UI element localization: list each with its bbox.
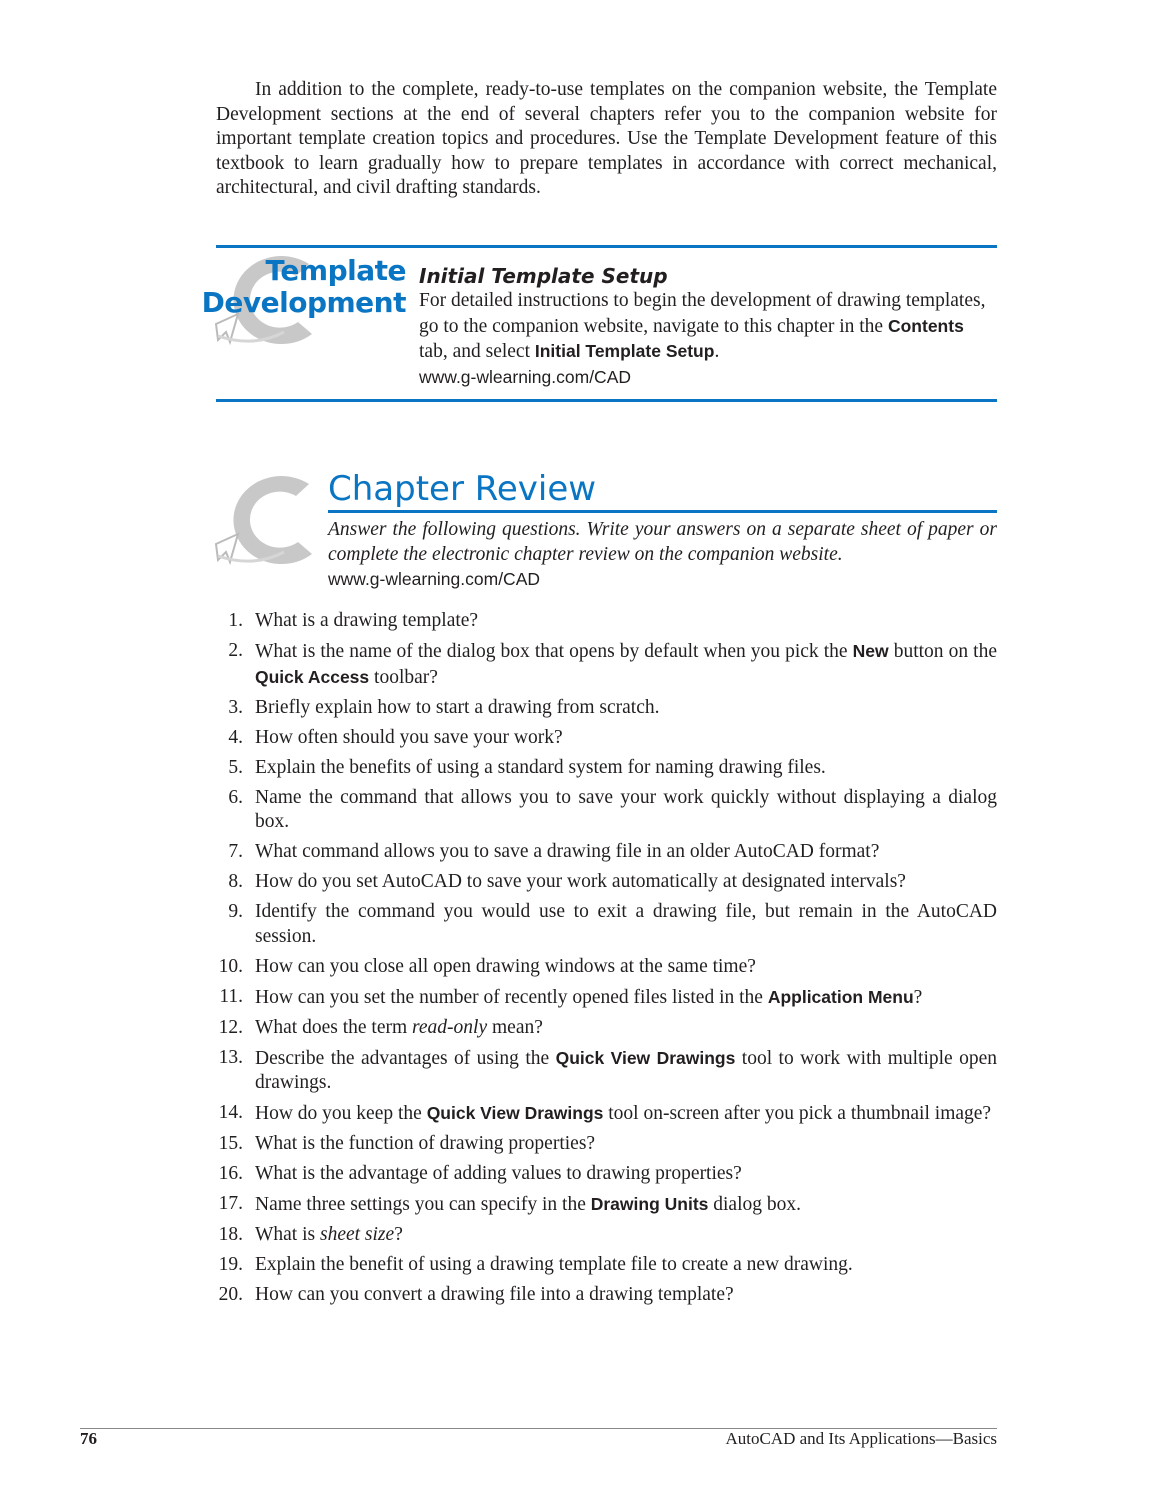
- review-question: [216, 1283, 997, 1308]
- question-number: 1.: [228, 610, 243, 631]
- review-question: [216, 1132, 997, 1157]
- review-question: [216, 786, 997, 835]
- text-segment: Name three settings you can specify in the: [255, 1194, 591, 1215]
- text-segment: What command allows you to save a drawing file in an older AutoCAD format?: [255, 841, 880, 862]
- chapter-review-rule: [328, 510, 997, 513]
- logo-word-template: Template: [265, 254, 406, 287]
- text-segment: tool on-screen after you pick a thumbnail image?: [603, 1103, 992, 1124]
- template-setup-title: Initial Template Setup: [419, 264, 668, 288]
- text-segment: ?: [913, 986, 923, 1008]
- text-segment: Describe the advantages of using the: [255, 1047, 556, 1069]
- question-text: [255, 841, 879, 862]
- question-text: [255, 956, 756, 977]
- text-segment: How often should you save your work?: [255, 726, 563, 748]
- intro-paragraph: In addition to the complete, ready-to-use templates on the companion website, the Template Development sections at the end of several chapters refer you to the companion website for important template creation topics and procedures. Use the Template Development feature of this textbook to learn gradually how to prepare templates in accordance with correct mechanical, architectural, and civil drafting standards.: [216, 79, 997, 198]
- review-question: [216, 1046, 997, 1096]
- review-questions-list: [216, 609, 997, 1313]
- text-segment: What is: [255, 1224, 320, 1245]
- question-text: [255, 641, 997, 688]
- text-segment: dialog box.: [708, 1194, 802, 1215]
- review-question: [216, 609, 997, 634]
- text-segment: tab, and select: [419, 341, 535, 362]
- question-text: [255, 1284, 734, 1305]
- companion-url-link[interactable]: www.g-wlearning.com/CAD: [419, 366, 632, 387]
- review-question: [216, 1016, 997, 1041]
- review-question: [216, 955, 997, 980]
- bold-term: Quick Access: [255, 666, 370, 687]
- question-text: [255, 727, 563, 748]
- question-number: 13.: [218, 1046, 243, 1068]
- question-text: [255, 1103, 991, 1124]
- question-text: [255, 1048, 997, 1094]
- template-development-logo: [201, 252, 410, 348]
- text-segment: How do you keep the: [255, 1103, 427, 1124]
- question-text: [255, 697, 660, 718]
- text-segment: .: [714, 341, 720, 362]
- question-number: 11.: [219, 985, 243, 1007]
- question-text: [255, 1194, 801, 1215]
- review-question: [216, 900, 997, 949]
- text-segment: mean?: [487, 1016, 543, 1038]
- text-segment: What does the term: [255, 1016, 413, 1038]
- review-question: [216, 696, 997, 721]
- question-text: [255, 610, 478, 631]
- bold-term: Quick View Drawings: [555, 1047, 736, 1068]
- review-question: [216, 1162, 997, 1187]
- review-question: [216, 840, 997, 865]
- text-segment: toolbar?: [369, 666, 438, 688]
- question-number: 17.: [218, 1193, 243, 1214]
- question-number: 9.: [228, 901, 243, 922]
- review-question: [216, 639, 997, 690]
- text-segment: What is a drawing template?: [255, 610, 479, 631]
- italic-term: sheet size: [319, 1224, 395, 1245]
- question-number: 3.: [228, 696, 243, 718]
- question-number: 10.: [218, 955, 243, 977]
- question-number: 2.: [228, 640, 243, 661]
- review-question: [216, 985, 997, 1011]
- question-number: 19.: [218, 1254, 243, 1275]
- bold-term: Drawing Units: [590, 1194, 709, 1214]
- text-segment: How can you convert a drawing file into a drawing template?: [255, 1284, 734, 1305]
- question-number: 18.: [218, 1224, 243, 1245]
- logo-word-development: Development: [201, 286, 406, 319]
- section-divider-top: [216, 245, 997, 248]
- question-text: [255, 987, 922, 1008]
- text-segment: For detailed instructions to begin the development of drawing templates, go to the companion website, navigate to this chapter in the: [419, 290, 986, 337]
- text-segment: ?: [394, 1224, 403, 1245]
- bold-term: New: [852, 641, 889, 661]
- chapter-review-intro: [328, 518, 997, 592]
- question-text: [255, 757, 826, 778]
- text-segment: What is the name of the dialog box that opens by default when you pick the: [255, 641, 853, 662]
- text-segment: Briefly explain how to start a drawing from scratch.: [255, 696, 660, 718]
- question-number: 14.: [218, 1102, 243, 1123]
- question-number: 7.: [228, 841, 243, 862]
- question-text: [255, 1163, 742, 1184]
- question-number: 12.: [218, 1016, 243, 1038]
- review-question: [216, 1253, 997, 1278]
- bold-term: Application Menu: [767, 986, 914, 1007]
- bold-term: Contents: [887, 315, 964, 336]
- chapter-review-instructions: Answer the following questions. Write your answers on a separate sheet of paper or complete the electronic chapter review on the companion website.: [328, 519, 997, 565]
- chapter-review-title: Chapter Review: [328, 469, 597, 509]
- text-segment: How do you set AutoCAD to save your work automatically at designated intervals?: [255, 871, 906, 892]
- text-segment: How can you set the number of recently opened files listed in the: [255, 986, 768, 1008]
- book-title: AutoCAD and Its Applications—Basics: [725, 1429, 997, 1448]
- companion-url-link[interactable]: www.g-wlearning.com/CAD: [328, 569, 541, 589]
- bold-term: Quick View Drawings: [426, 1103, 604, 1123]
- question-text: [255, 1017, 543, 1038]
- question-text: [255, 787, 997, 833]
- italic-term: read-only: [412, 1016, 488, 1038]
- text-segment: button on the: [888, 641, 997, 662]
- page-number: 76: [80, 1429, 97, 1448]
- template-development-box: [419, 263, 1009, 389]
- question-text: [255, 901, 997, 947]
- template-setup-text: [419, 289, 994, 365]
- chapter-review-logo-icon: [214, 472, 324, 568]
- text-segment: What is the function of drawing properties?: [255, 1133, 596, 1154]
- review-question: [216, 870, 997, 895]
- review-question: [216, 1101, 997, 1127]
- question-text: [255, 871, 906, 892]
- review-question: [216, 756, 997, 781]
- bold-term: Initial Template Setup: [534, 341, 715, 361]
- question-number: 16.: [218, 1163, 243, 1184]
- question-text: [255, 1224, 403, 1245]
- review-question: [216, 1192, 997, 1218]
- question-number: 5.: [228, 756, 243, 778]
- text-segment: What is the advantage of adding values to drawing properties?: [255, 1163, 742, 1184]
- question-number: 6.: [228, 786, 243, 808]
- section-divider-bottom: [216, 399, 997, 402]
- text-segment: Explain the benefit of using a drawing template file to create a new drawing.: [255, 1254, 853, 1275]
- review-question: [216, 726, 997, 751]
- review-question: [216, 1223, 997, 1248]
- text-segment: Identify the command you would use to exit a drawing file, but remain in the AutoCAD session.: [255, 901, 997, 947]
- question-number: 8.: [228, 871, 243, 892]
- question-text: [255, 1254, 853, 1275]
- text-segment: How can you close all open drawing windows at the same time?: [255, 955, 756, 977]
- question-number: 4.: [228, 726, 243, 748]
- text-segment: tool to work with multiple open drawings.: [255, 1047, 998, 1093]
- question-number: 15.: [218, 1133, 243, 1154]
- text-segment: Explain the benefits of using a standard system for naming drawing files.: [255, 756, 826, 778]
- question-text: [255, 1133, 595, 1154]
- text-segment: Name the command that allows you to save your work quickly without displaying a dialog box.: [255, 786, 997, 832]
- question-number: 20.: [218, 1284, 243, 1305]
